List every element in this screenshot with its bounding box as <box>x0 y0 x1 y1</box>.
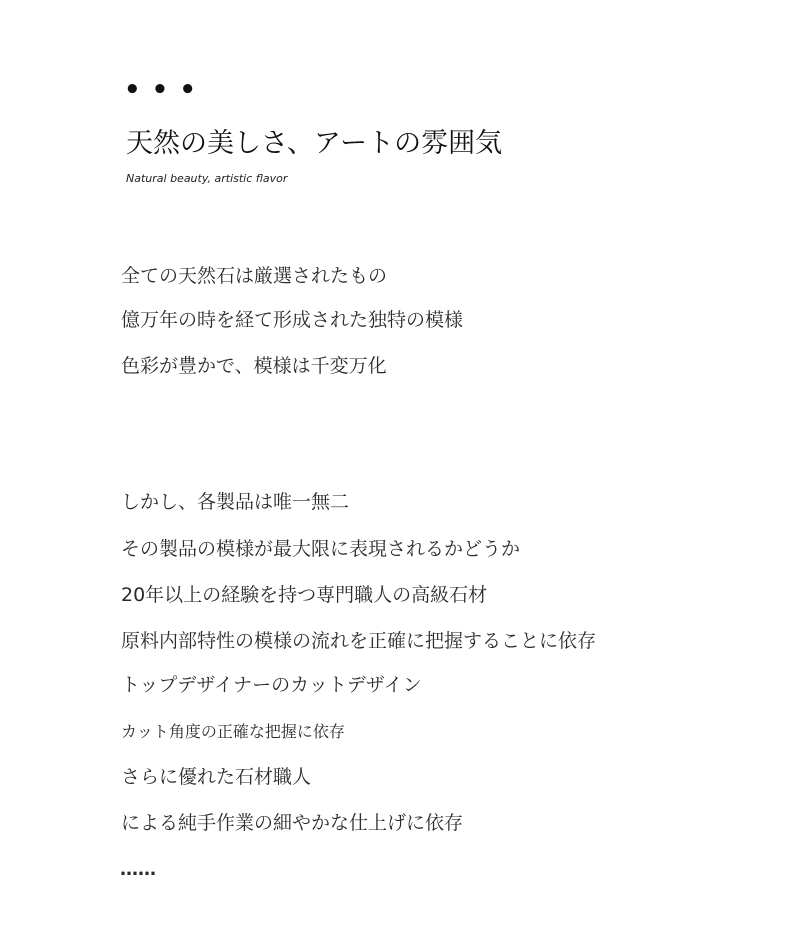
body-text-line: 色彩が豊かで、模様は千変万化 <box>121 355 387 377</box>
body-text-line: さらに優れた石材職人 <box>121 766 312 788</box>
body-text-line: 20年以上の経験を持つ専門職人の高級石材 <box>121 584 488 606</box>
body-text-line: トップデザイナーのカットデザイン <box>121 674 422 696</box>
body-text-line: その製品の模様が最大限に表現されるかどうか <box>121 538 521 560</box>
page-title: 天然の美しさ、アートの雰囲気 <box>126 128 503 159</box>
body-text-line: による純手作業の細やかな仕上げに依存 <box>121 812 464 834</box>
body-text-line: 全ての天然石は厳選されたもの <box>121 265 388 287</box>
body-text-line: 億万年の時を経て形成された独特の模様 <box>121 309 464 331</box>
ellipsis: …… <box>120 859 156 880</box>
body-text-line: カット角度の正確な把握に依存 <box>121 722 345 741</box>
decorative-dots: • • • <box>124 75 197 105</box>
body-text-line: 原料内部特性の模様の流れを正確に把握することに依存 <box>121 630 597 652</box>
body-text-line: しかし、各製品は唯一無二 <box>121 491 350 513</box>
page-subtitle: Natural beauty, artistic flavor <box>126 172 288 185</box>
